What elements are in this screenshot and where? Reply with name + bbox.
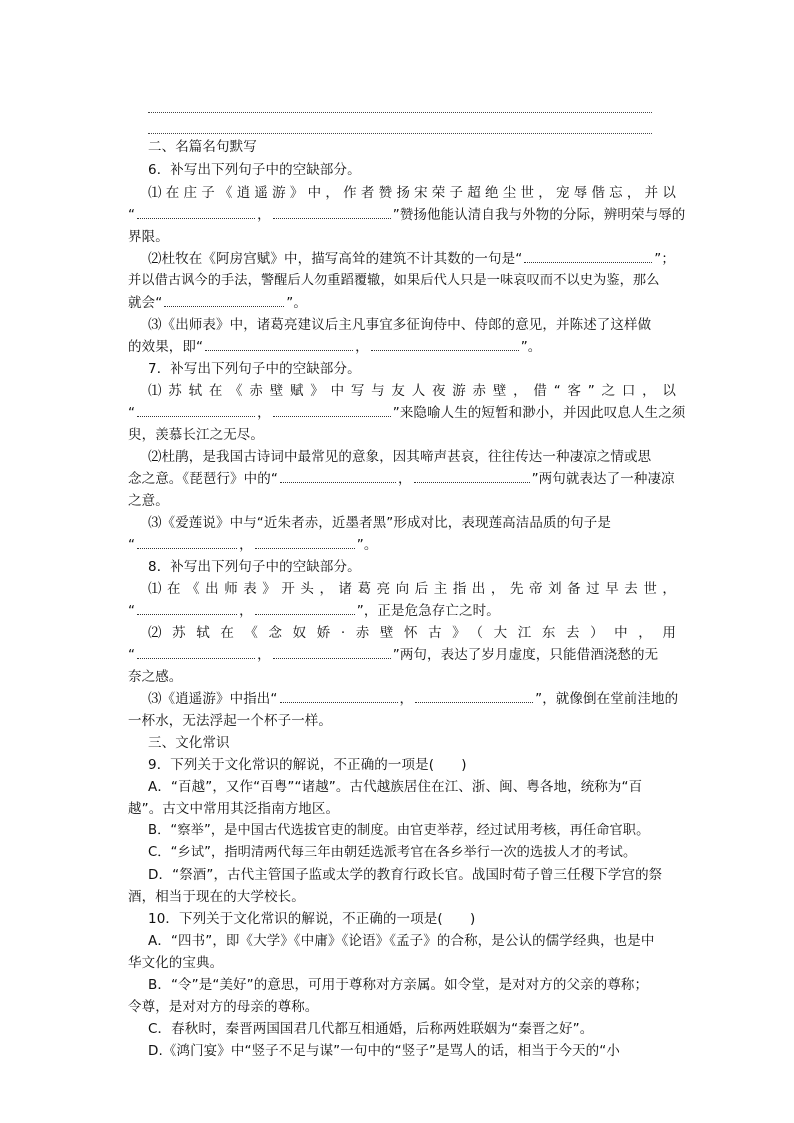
question-text: ⑴在庄子《逍遥游》中，作者赞扬宋荣子超绝尘世，宠辱偕忘，并以	[148, 185, 676, 201]
question-text-head: ⑶《逍遥游》中指出“	[148, 691, 278, 707]
quote-mark: ”。	[520, 339, 542, 355]
question-text	[148, 249, 678, 269]
fill-blank[interactable]	[273, 645, 391, 659]
question-text-tail: ”来隐喻人生的短暂和渺小，并因此叹息人生之须	[392, 405, 686, 421]
question-text-head: ⑵杜牧在《阿房宫赋》中，描写高耸的建筑不计其数的一句是“	[148, 251, 523, 267]
question-text	[128, 469, 675, 489]
question-text: ⑶《爱莲说》中与“近朱者赤，近墨者黑”形成对比，表现莲高洁品质的句子是	[148, 515, 611, 531]
fill-blank[interactable]	[415, 689, 533, 703]
comma: ，	[257, 207, 271, 223]
question-text: ⑵苏轼在《念奴娇·赤壁怀古》（大江东去）中，用	[148, 625, 676, 641]
question-text: 奈之感。	[128, 669, 183, 685]
question-text-head: 就会“	[128, 295, 163, 311]
question-text: 并以借古讽今的手法，警醒后人勿重蹈覆辙，如果后代人只是一味哀叹而不以史为鉴，那么	[128, 273, 660, 288]
comma: ，	[239, 537, 253, 553]
comma: ，	[355, 339, 369, 355]
comma: ，	[239, 603, 253, 619]
comma: ，	[257, 647, 271, 663]
question-text: 臾，羡慕长江之无尽。	[128, 427, 264, 443]
option-d: D．“祭酒”，古代主管国子监或太学的教育行政长官。战国时荀子曾三任稷下学宫的祭	[148, 867, 663, 883]
question-text	[128, 337, 658, 357]
quote-mark: ”。	[286, 295, 307, 311]
option-d-cont: 酒，相当于现在的大学校长。	[128, 889, 305, 905]
option-c: C．春秋时，秦晋两国国君几代都互相通婚，后称两姓联姻为“秦晋之好”。	[148, 1021, 594, 1037]
option-a-cont: 华文化的宝典。	[128, 955, 224, 971]
question-text	[128, 293, 658, 313]
question-text: 界限。	[128, 229, 169, 245]
option-b: B．“令”是“美好”的意思，可用于尊称对方亲属。如令堂，是对对方的父亲的尊称；	[148, 977, 649, 993]
question-text: 之意。	[128, 493, 169, 509]
question-stem: 10．下列关于文化常识的解说，不正确的一项是( )	[148, 911, 476, 927]
answer-dotted-line	[148, 133, 652, 134]
question-text	[128, 205, 686, 225]
fill-blank[interactable]	[255, 601, 355, 615]
option-a: A．“百越”，又作“百粤”“诸越”。古代越族居住在江、浙、闽、粤各地，统称为“百	[148, 779, 643, 795]
quote-mark: “	[128, 603, 136, 619]
quote-mark: ”；	[654, 251, 675, 267]
question-text: ⑴在《出师表》开头，诸葛亮向后主指出，先帝刘备过早去世，	[148, 581, 676, 597]
quote-mark: “	[128, 207, 136, 223]
question-text: 一杯水，无法浮起一个杯子一样。	[128, 713, 332, 729]
question-text-tail: ”，正是危急存亡之时。	[356, 603, 500, 619]
fill-blank[interactable]	[137, 535, 237, 549]
question-text	[128, 601, 658, 621]
question-stem: 6．补写出下列句子中的空缺部分。	[148, 162, 361, 178]
question-stem: 8．补写出下列句子中的空缺部分。	[148, 559, 361, 575]
answer-dotted-line	[148, 112, 652, 113]
option-b-cont: 令尊，是对对方的母亲的尊称。	[128, 999, 319, 1015]
fill-blank[interactable]	[273, 205, 391, 219]
question-text	[148, 689, 678, 709]
question-stem: 7．补写出下列句子中的空缺部分。	[148, 361, 361, 377]
question-text	[128, 535, 658, 555]
question-text-head: 的效果，即“	[128, 339, 204, 355]
fill-blank[interactable]	[137, 645, 255, 659]
fill-blank[interactable]	[371, 337, 519, 351]
question-text-tail: ”赞扬他能认清自我与外物的分际，辨明荣与辱的	[392, 207, 686, 223]
fill-blank[interactable]	[137, 205, 255, 219]
fill-blank[interactable]	[205, 337, 353, 351]
option-d: D.《鸿门宴》中“竖子不足与谋”一句中的“竖子”是骂人的话，相当于今天的“小	[148, 1043, 620, 1059]
option-b: B．“察举”，是中国古代选拔官吏的制度。由官吏举荐，经过试用考核，再任命官职。	[148, 823, 650, 838]
question-text	[128, 403, 686, 423]
fill-blank[interactable]	[137, 601, 237, 615]
option-c: C．“乡试”，指明清两代每三年由朝廷选派考官在各乡举行一次的选拔人才的考试。	[148, 845, 637, 860]
fill-blank[interactable]	[280, 469, 396, 483]
option-a: A．“四书”，即《大学》《中庸》《论语》《孟子》的合称，是公认的儒学经典，也是中	[148, 933, 655, 949]
fill-blank[interactable]	[273, 403, 391, 417]
fill-blank[interactable]	[280, 689, 398, 703]
fill-blank[interactable]	[414, 469, 530, 483]
question-text-tail: ”，就像倒在堂前洼地的	[535, 691, 679, 707]
fill-blank[interactable]	[255, 535, 355, 549]
question-text: ⑵杜鹃，是我国古诗词中最常见的意象，因其啼声甚哀，往往传达一种凄凉之情或思	[148, 449, 652, 465]
comma: ，	[399, 691, 414, 707]
comma: ，	[257, 405, 271, 421]
section-heading: 二、名篇名句默写	[148, 139, 257, 155]
quote-mark: ”。	[356, 537, 378, 553]
quote-mark: “	[128, 537, 136, 553]
quote-mark: “	[128, 405, 136, 421]
section-heading: 三、文化常识	[148, 735, 230, 751]
fill-blank[interactable]	[524, 249, 652, 263]
question-text-tail: ”两句，表达了岁月虚度，只能借酒浇愁的无	[392, 647, 659, 663]
fill-blank[interactable]	[164, 293, 284, 307]
question-text	[128, 645, 658, 665]
question-text-tail: ”两句就表达了一种凄凉	[531, 471, 675, 487]
question-text: ⑶《出师表》中，诸葛亮建议后主凡事宜多征询侍中、侍郎的意见，并陈述了这样做	[148, 317, 652, 333]
question-stem: 9．下列关于文化常识的解说，不正确的一项是( )	[148, 757, 467, 773]
fill-blank[interactable]	[137, 403, 255, 417]
question-text-head: 念之意。《琵琶行》中的“	[128, 471, 278, 487]
question-text: ⑴苏轼在《赤壁赋》中写与友人夜游赤壁，借“客”之口，以	[148, 383, 676, 399]
comma: ，	[397, 471, 412, 487]
option-a-cont: 越”。古文中常用其泛指南方地区。	[128, 801, 340, 817]
quote-mark: “	[128, 647, 136, 663]
